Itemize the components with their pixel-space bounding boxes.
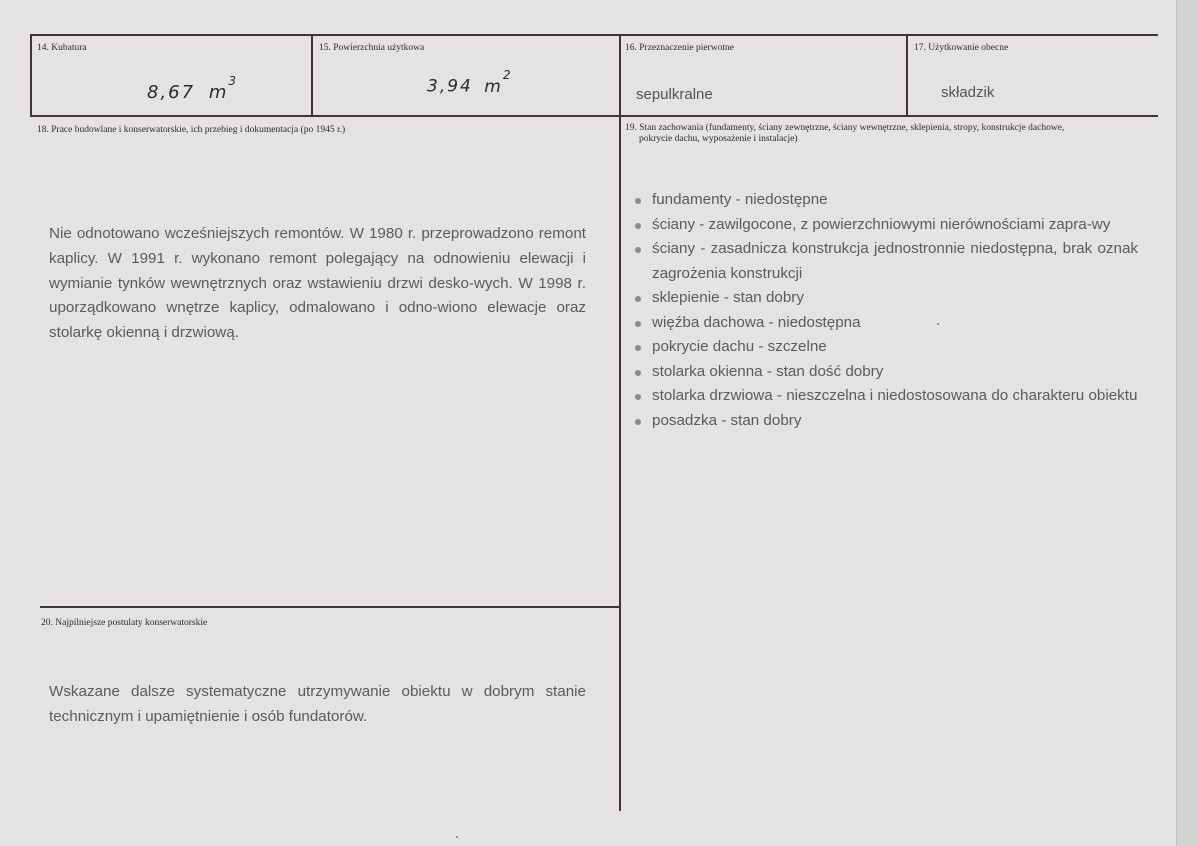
field-15-label: 15. Powierzchnia użytkowa: [319, 43, 425, 53]
cubature-number: 8,67: [147, 82, 196, 103]
bullet-dot-icon: [635, 394, 641, 400]
card-edge: [1176, 0, 1198, 846]
bullet-dot-icon: [635, 247, 641, 253]
field-18-text: Nie odnotowano wcześniejszych remontów. W 1980 r. przeprowadzono remont kaplicy. W 1991 r. wykonano remont polegający na odnowieniu elewacji i wymianie tynków wewnętrznych oraz wstawieniu drzwi desko-wych. W 1998 r. uporządkowano wnętrze kaplicy, odmalowano i odno-wiono elewacje oraz stolarkę okienną i drzwiową.: [49, 225, 586, 342]
area-exponent: 2: [502, 68, 513, 82]
condition-item-text: pokrycie dachu - szczelne: [652, 338, 827, 355]
bullet-dot-icon: [635, 321, 641, 327]
condition-item-text: ściany - zasadnicza konstrukcja jednostronnie niedostępna, brak oznak zagrożenia konstrukcji: [652, 240, 1138, 282]
field-14-value: [147, 74, 238, 103]
left-border: [30, 34, 32, 117]
bullet-dot-icon: [635, 345, 641, 351]
field-19-label-line1: 19. Stan zachowania (fundamenty, ściany zewnętrzne, ściany wewnętrzne, sklepienia, stropy, konstrukcje dachowe,: [625, 123, 1065, 133]
field-14-label: 14. Kubatura: [37, 43, 87, 53]
field-16-value: sepulkralne: [636, 86, 713, 103]
condition-item-text: stolarka drzwiowa - nieszczelna i niedostosowana do charakteru obiektu: [652, 387, 1138, 404]
bullet-dot-icon: [635, 419, 641, 425]
field-20-label: 20. Najpilniejsze postulaty konserwatorskie: [41, 618, 208, 628]
condition-item-text: sklepienie - stan dobry: [652, 289, 804, 306]
condition-item: [630, 335, 1138, 360]
field-16-label: 16. Przeznaczenie pierwotne: [625, 43, 734, 53]
area-unit: m: [484, 76, 503, 97]
condition-item: [630, 237, 1138, 286]
cubature-unit: m: [208, 82, 229, 103]
field-17-value: składzik: [941, 84, 995, 101]
condition-item: [630, 384, 1138, 409]
field-15-value: [427, 68, 513, 97]
condition-item-text: fundamenty - niedostępne: [652, 191, 828, 208]
bullet-dot-icon: [635, 370, 641, 376]
paper-speck: [456, 836, 458, 838]
top-border: [30, 34, 1158, 36]
condition-item: [630, 286, 1138, 311]
field-19-label-line2: pokrycie dachu, wyposażenie i instalacje): [639, 134, 798, 144]
field-17-label: 17. Użytkowanie obecne: [914, 43, 1009, 53]
row1-bottom-line: [30, 115, 1158, 117]
condition-item-text: więźba dachowa - niedostępna: [652, 313, 861, 331]
area-number: 3,94: [427, 76, 473, 97]
paper-speck: [937, 323, 939, 325]
condition-item: [630, 213, 1138, 238]
condition-list: [630, 188, 1138, 433]
bullet-dot-icon: [635, 296, 641, 302]
field-20-text: Wskazane dalsze systematyczne utrzymywanie obiektu w dobrym stanie technicznym i upamiętnienie i osób fundatorów.: [49, 683, 586, 725]
cubature-exponent: 3: [228, 74, 238, 88]
bullet-dot-icon: [635, 198, 641, 204]
condition-item-text: posadzka - stan dobry: [652, 411, 802, 429]
condition-item-text: ściany - zawilgocone, z powierzchniowymi nierównościami zapra-wy: [652, 215, 1111, 233]
field-18-label: 18. Prace budowlane i konserwatorskie, ich przebieg i dokumentacja (po 1945 r.): [37, 125, 346, 135]
section20-top-line: [40, 606, 620, 608]
divider-14-15: [311, 34, 313, 117]
bullet-dot-icon: [635, 223, 641, 229]
condition-item: [630, 311, 1138, 336]
divider-16-17: [906, 34, 908, 117]
condition-item: [630, 188, 1138, 213]
condition-item-text: stolarka okienna - stan dość dobry: [652, 362, 884, 380]
condition-item: [630, 409, 1138, 434]
field-19-label: [625, 123, 1064, 145]
condition-item: [630, 360, 1138, 385]
divider-15-16: [619, 34, 621, 811]
